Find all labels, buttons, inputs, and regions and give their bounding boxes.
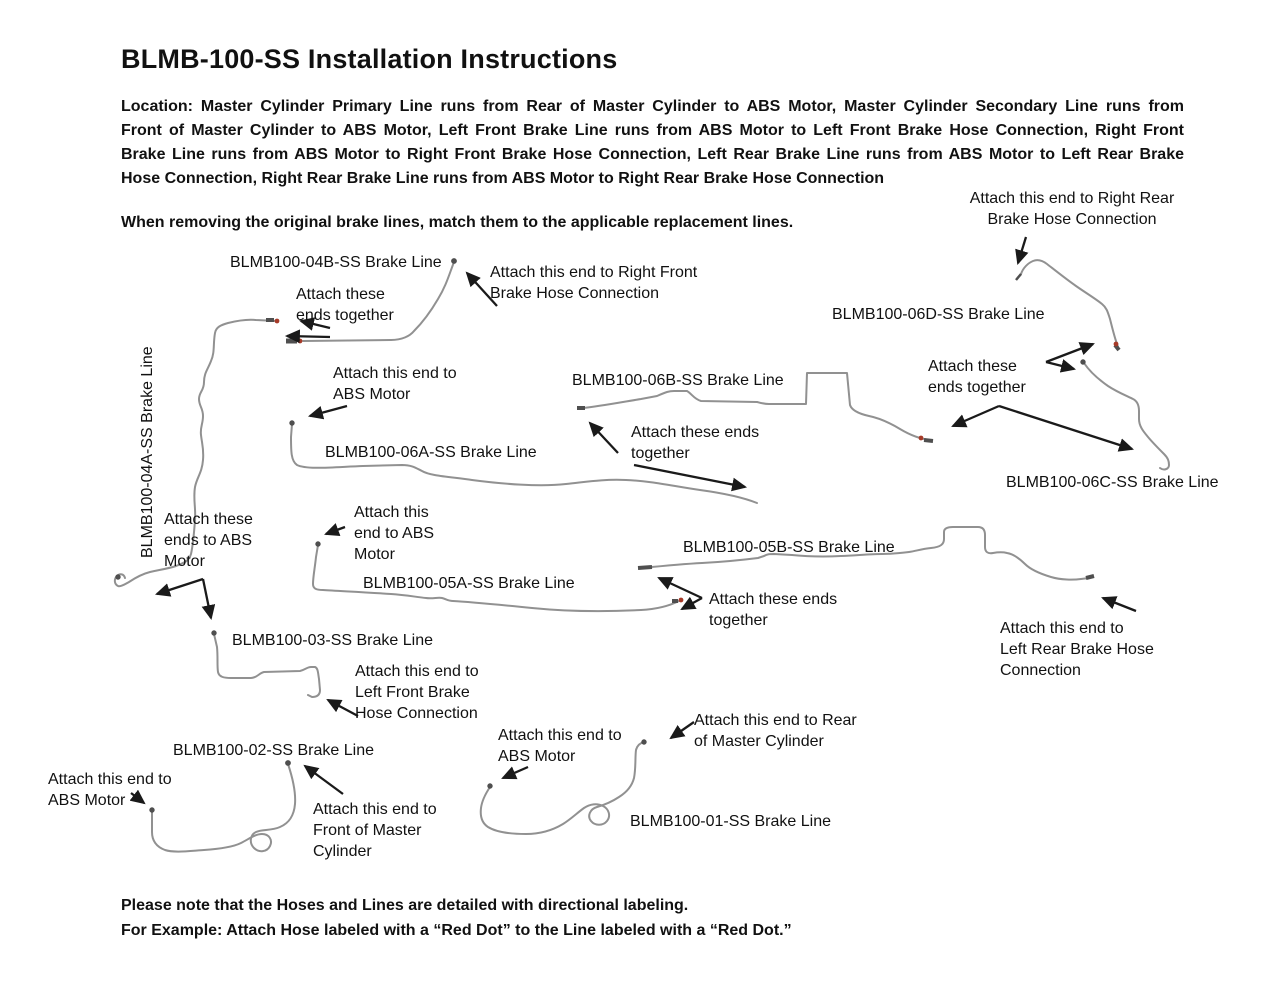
location-paragraph: [121, 95, 1184, 191]
arrow-together-06-long-a: [953, 406, 999, 426]
brake-line-06d: [1021, 260, 1118, 347]
label-blmb100-06a: BLMB100-06A-SS Brake Line: [325, 444, 537, 461]
location-line: Front of Master Cylinder to ABS Motor, Left Front Brake Line runs from ABS Motor to Left Front Brake Hose Connection, Right Front: [121, 122, 1184, 139]
arrow-front-mc: [305, 766, 343, 794]
label-blmb100-06d: BLMB100-06D-SS Brake Line: [832, 306, 1045, 323]
label-blmb100-04a: BLMB100-04A-SS Brake Line: [139, 346, 156, 558]
label-blmb100-05b: BLMB100-05B-SS Brake Line: [683, 539, 895, 556]
annotation-front-master-cylinder: Attach this end to Front of Master Cylinder: [313, 801, 437, 860]
label-blmb100-02: BLMB100-02-SS Brake Line: [173, 742, 374, 759]
arrow-together-06d-a: [1046, 344, 1093, 362]
intro-text: When removing the original brake lines, match them to the applicable replacement lines.: [121, 214, 794, 231]
annotation-abs-motor-05a: Attach this end to ABS Motor: [354, 504, 435, 563]
arrow-together-06b-b: [634, 465, 745, 487]
arrow-together-05-b: [682, 598, 702, 609]
label-blmb100-01: BLMB100-01-SS Brake Line: [630, 813, 831, 830]
arrow-abs-06a: [310, 406, 347, 416]
arrow-left-rear: [1103, 598, 1136, 611]
location-line: Hose Connection, Right Rear Brake Line runs from ABS Motor to Right Rear Brake Hose Connection: [121, 170, 885, 187]
annotation-abs-motor-06a: Attach this end to ABS Motor: [333, 365, 457, 403]
annotation-ends-abs-motor-04a: Attach these ends to ABS Motor: [164, 511, 253, 570]
annotation-rear-master-cylinder: Attach this end to Rear of Master Cylinder: [694, 712, 857, 750]
arrow-together-06-long-b: [999, 406, 1132, 449]
annotation-attach-together-06d: Attach these ends together: [928, 358, 1026, 396]
arrow-abs-01: [503, 767, 528, 778]
footer-note-2: For Example: Attach Hose labeled with a “Red Dot” to the Line labeled with a “Red Dot.”: [121, 922, 792, 939]
annotation-attach-together-05: Attach these ends together: [709, 591, 838, 629]
arrow-together-06d-b: [1046, 362, 1074, 369]
arrow-left-front: [328, 700, 358, 716]
annotation-attach-together-04: Attach these ends together: [296, 286, 394, 324]
arrow-rear-mc: [671, 722, 694, 738]
arrow-together-06b-a: [590, 423, 618, 453]
arrow-right-rear: [1018, 237, 1026, 263]
label-blmb100-05a: BLMB100-05A-SS Brake Line: [363, 575, 575, 592]
footer-note-1: Please note that the Hoses and Lines are detailed with directional labeling.: [121, 897, 689, 914]
location-line: Location: Master Cylinder Primary Line runs from Rear of Master Cylinder to ABS Motor, Master Cylinder Secondary Line runs from: [121, 98, 1184, 115]
annotation-left-front: Attach this end to Left Front Brake Hose Connection: [355, 663, 479, 722]
annotation-abs-motor-01: Attach this end to ABS Motor: [498, 727, 622, 765]
label-blmb100-03: BLMB100-03-SS Brake Line: [232, 632, 433, 649]
arrow-together-05-a: [659, 578, 702, 598]
label-blmb100-04b: BLMB100-04B-SS Brake Line: [230, 254, 442, 271]
arrow-abs-05a: [326, 527, 345, 534]
arrow-together-04-b: [287, 336, 330, 337]
arrow-ends-abs-04a-a: [157, 579, 203, 594]
page-title: BLMB-100-SS Installation Instructions: [121, 44, 618, 74]
annotation-left-rear: Attach this end to Left Rear Brake Hose Connection: [1000, 620, 1154, 679]
label-blmb100-06c: BLMB100-06C-SS Brake Line: [1006, 474, 1219, 491]
location-line: Brake Line runs from ABS Motor to Right Front Brake Hose Connection, Left Rear Brake Line runs from ABS Motor to Left Rear Brake: [121, 146, 1184, 163]
annotation-attach-together-06b: Attach these ends together: [631, 424, 760, 462]
annotation-right-rear: Attach this end to Right Rear Brake Hose Connection: [969, 190, 1175, 228]
annotation-right-front: Attach this end to Right Front Brake Hose Connection: [490, 264, 698, 302]
annotation-abs-motor-02: Attach this end to ABS Motor: [48, 771, 172, 809]
brake-line-02: [152, 764, 295, 852]
arrow-ends-abs-04a-b: [203, 579, 211, 618]
label-blmb100-06b: BLMB100-06B-SS Brake Line: [572, 372, 784, 389]
brake-line-06c: [1084, 363, 1169, 469]
